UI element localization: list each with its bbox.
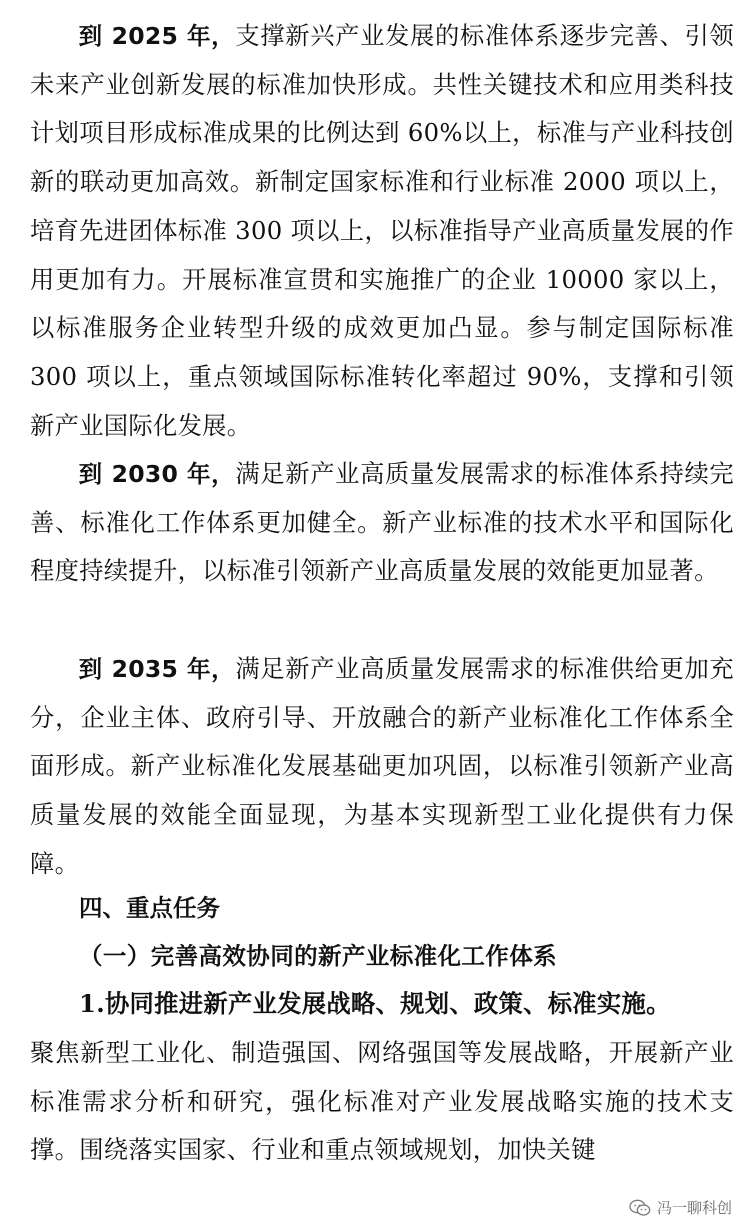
paragraph-2035-lead: 到 2035 年， <box>78 655 236 683</box>
paragraph-key-tasks-body: 聚焦新型工业化、制造强国、网络强国等发展战略，开展新产业标准需求分析和研究，强化标准对产业发展战略实施的技术支撑。围绕落实国家、行业和重点领域规划，加快关键 <box>30 1038 734 1165</box>
paragraph-2035-body: 满足新产业高质量发展需求的标准供给更加充分，企业主体、政府引导、开放融合的新产业标准化工作体系全面形成。新产业标准化发展基础更加巩固，以标准引领新产业高质量发展的效能全面显现，为基本实现新型工业化提供有力保障。 <box>30 654 735 878</box>
paragraph-2025-lead: 到 2025 年， <box>78 22 236 50</box>
watermark-text: 冯一聊科创 <box>656 1199 732 1217</box>
watermark <box>629 1197 732 1218</box>
item-heading: 1.协同推进新产业发展战略、规划、政策、标准实施。 <box>79 989 671 1018</box>
paragraph-2025-goals <box>30 12 734 450</box>
section-heading: 四、重点任务 <box>79 894 220 922</box>
subsection-heading: （一）完善高效协同的新产业标准化工作体系 <box>79 942 557 970</box>
wechat-icon <box>629 1199 651 1217</box>
paragraph-2030-body: 满足新产业高质量发展需求的标准体系持续完善、标准化工作体系更加健全。新产业标准的技术水平和国际化程度持续提升，以标准引领新产业高质量发展的效能更加显著。 <box>30 459 735 586</box>
paragraph-2035-goals <box>30 645 734 889</box>
paragraph-2030-goals <box>30 450 734 596</box>
paragraph-2025-body: 支撑新兴产业发展的标准体系逐步完善、引领未来产业创新发展的标准加快形成。共性关键技术和应用类科技计划项目形成标准成果的比例达到 60%以上，标准与产业科技创新的联动更加高效。新制定国家标准和行业标准 2000 项以上，培育先进团体标准 300 项以上，以标准指导产业高质量发展的作用更加有力。开展标准宣贯和实施推广的企业 10000 家以上，以标准服务企业转型升级的成效更加凸显。参与制定国际标准 300 项以上，重点领域国际标准转化率超过 90%，支撑和引领新产业国际化发展。 <box>30 21 735 440</box>
paragraph-2030-lead: 到 2030 年， <box>78 460 236 488</box>
